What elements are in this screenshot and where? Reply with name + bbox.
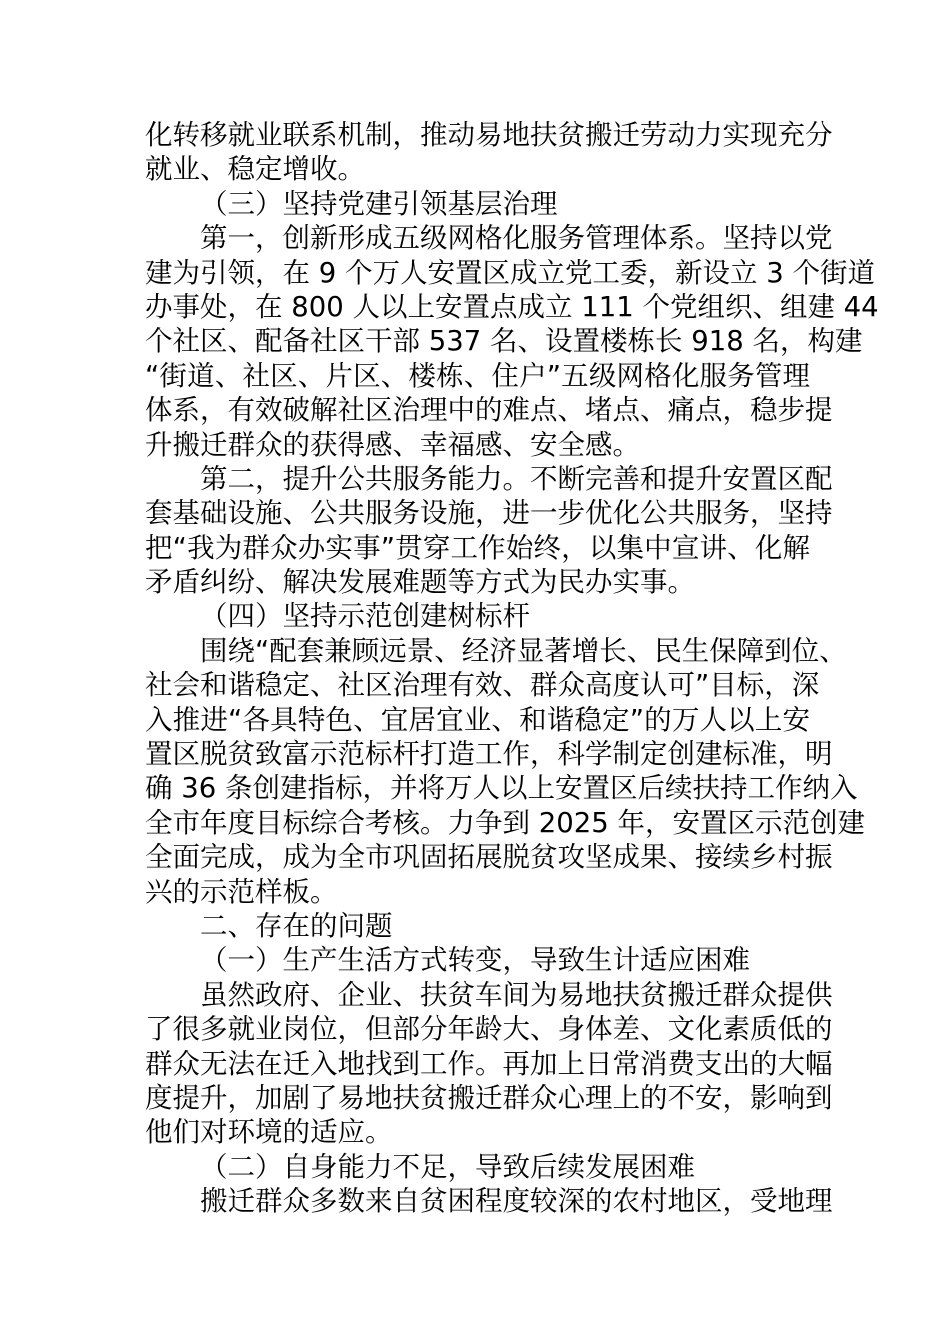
text-line: 矛盾纠纷、解决发展难题等方式为民办实事。 xyxy=(145,566,695,599)
text-line: 围绕“配套兼顾远景、经济显著增长、民生保障到位、 xyxy=(200,634,847,667)
text-line: 确 36 条创建指标，并将万人以上安置区后续扶持工作纳入 xyxy=(145,772,858,805)
text-line: 建为引领，在 9 个万人安置区成立党工委，新设立 3 个街道 xyxy=(145,256,875,289)
text-line: 办事处，在 800 人以上安置点成立 111 个党组织、组建 44 xyxy=(145,290,879,323)
text-line: 度提升，加剧了易地扶贫搬迁群众心理上的不安，影响到 xyxy=(145,1081,833,1114)
text-line: 群众无法在迁入地找到工作。再加上日常消费支出的大幅 xyxy=(145,1047,833,1080)
text-line: 二、存在的问题 xyxy=(200,909,393,942)
text-line: 升搬迁群众的获得感、幸福感、安全感。 xyxy=(145,428,640,461)
text-line: 个社区、配备社区干部 537 名、设置楼栋长 918 名，构建 xyxy=(145,325,863,358)
text-line: 他们对环境的适应。 xyxy=(145,1116,393,1149)
text-line: 体系，有效破解社区治理中的难点、堵点、痛点，稳步提 xyxy=(145,394,833,427)
text-line: （三）坚持党建引领基层治理 xyxy=(200,187,558,220)
text-line: 第一，创新形成五级网格化服务管理体系。坚持以党 xyxy=(200,222,833,255)
text-line: （四）坚持示范创建树标杆 xyxy=(200,600,530,633)
text-line: 兴的示范样板。 xyxy=(145,875,338,908)
text-line: 全面完成，成为全市巩固拓展脱贫攻坚成果、接续乡村振 xyxy=(145,841,833,874)
text-line: 全市年度目标综合考核。力争到 2025 年，安置区示范创建 xyxy=(145,806,865,839)
text-line: 虽然政府、企业、扶贫车间为易地扶贫搬迁群众提供 xyxy=(200,978,833,1011)
text-line: 社会和谐稳定、社区治理有效、群众高度认可”目标，深 xyxy=(145,669,820,702)
text-line: 把“我为群众办实事”贯穿工作始终，以集中宣讲、化解 xyxy=(145,531,810,564)
text-line: （二）自身能力不足，导致后续发展困难 xyxy=(200,1150,695,1183)
text-line: 了很多就业岗位，但部分年龄大、身体差、文化素质低的 xyxy=(145,1013,833,1046)
text-line: 置区脱贫致富示范标杆打造工作，科学制定创建标准，明 xyxy=(145,738,833,771)
text-line: （一）生产生活方式转变，导致生计适应困难 xyxy=(200,944,750,977)
text-line: “街道、社区、片区、楼栋、住户”五级网格化服务管理 xyxy=(145,359,810,392)
text-line: 套基础设施、公共服务设施，进一步优化公共服务，坚持 xyxy=(145,497,833,530)
text-line: 搬迁群众多数来自贫困程度较深的农村地区，受地理 xyxy=(200,1185,833,1218)
text-line: 化转移就业联系机制，推动易地扶贫搬迁劳动力实现充分 xyxy=(145,119,833,151)
document-body xyxy=(145,118,879,1219)
text-line: 就业、稳定增收。 xyxy=(145,153,365,186)
text-line: 入推进“各具特色、宜居宜业、和谐稳定”的万人以上安 xyxy=(145,703,810,736)
text-line: 第二，提升公共服务能力。不断完善和提升安置区配 xyxy=(200,462,833,495)
